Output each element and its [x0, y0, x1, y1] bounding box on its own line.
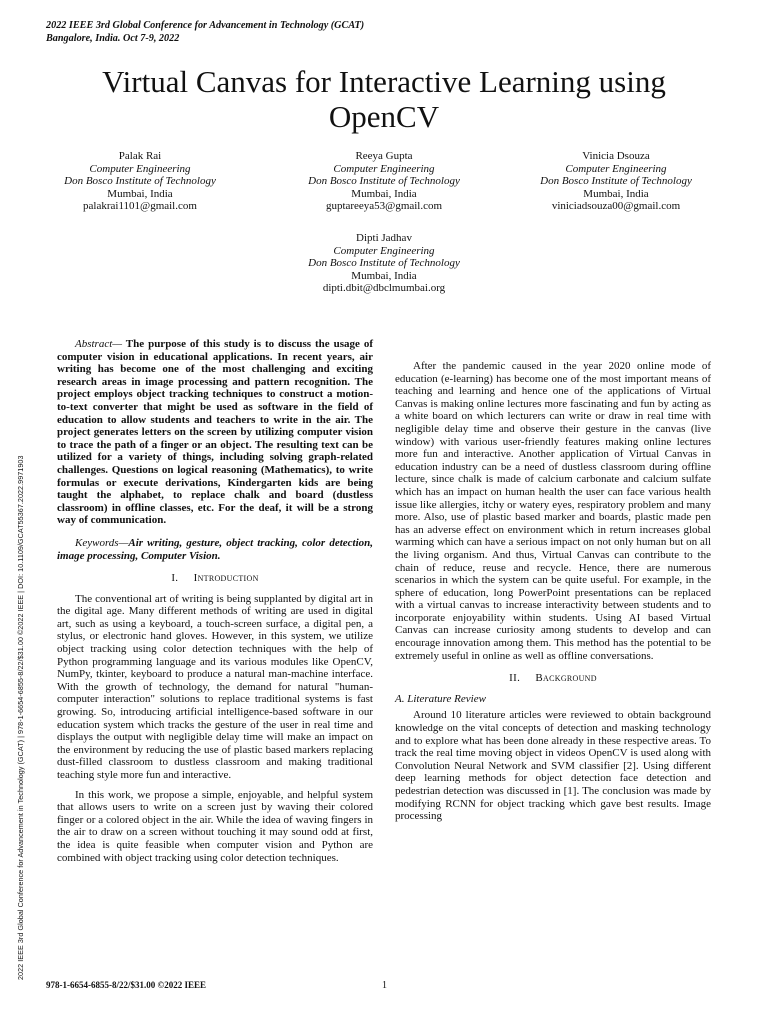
author-inst: Don Bosco Institute of Technology — [540, 175, 692, 188]
author-block-3 — [496, 150, 736, 213]
right-column — [395, 360, 711, 830]
intro-paragraph-3: After the pandemic caused in the year 2020 online mode of education (e-learning) has become one of the most important means of teaching and learning and hence one of the applications of Virtual Canvas is making online lectures more fascinating and fun by acting as a white board on which lecturers can write or draw in real time with negligible delay time and observe their gesture in the canvas (live window) with various user-friendly features making online lectures more fun and interactive. Another application of Virtual Canvas in education industry can be a need of dustless classroom during offline lecture, since chalk is made of calcium carbonate and calcium sulfate which has an impact on human health the user can face various health issue like allergies, itchy or watery eyes, respiratory problem and many more. Also, use of plastic based marker and boards, plastic made pen has an adverse effect on environment which in return increases global warming which can have a serious impact on not only human but on all the living organism. And thus, Virtual Canvas can contribute to the chain of reduce, reuse and recycle. Hence, there are numerous scenarios in which the system can be quite useful. For example, in the sphere of education, long PowerPoint presentations can be replaced with a virtual canvas to increase interactivity between students and to incorporate enjoyability within students. Using AI based Virtual Canvas can increase curiosity among students to develop and can encourage innovation among them. This method has the potential to be extremely useful in online as well as offline conversations. — [395, 360, 711, 662]
author-email: dipti.dbit@dbclmumbai.org — [322, 282, 446, 295]
author-email: viniciadsouza00@gmail.com — [551, 200, 681, 213]
author-dept: Computer Engineering — [333, 244, 435, 257]
conference-line-1: 2022 IEEE 3rd Global Conference for Advancement in Technology (GCAT) — [46, 20, 365, 31]
author-city: Mumbai, India — [351, 187, 417, 200]
author-city: Mumbai, India — [583, 187, 649, 200]
title-line-2: OpenCV — [328, 99, 440, 134]
section-number: I. — [171, 572, 179, 585]
intro-paragraph-2: In this work, we propose a simple, enjoyable, and helpful system that allows users to write on a screen just by waving their colored finger or a colored object in the air. While the idea of waving fingers in the air to draw on a screen without touching it may sound odd at first, the idea is quite feasible when computer vision and Python are combined with object tracking using color detection techniques. — [57, 788, 373, 864]
author-dept: Computer Engineering — [333, 162, 435, 175]
background-paragraph-1: Around 10 literature articles were reviewed to obtain background knowledge on the vital concepts of detection and masking technology and to explore what has been done already in these respective areas. To track the real time moving object in videos OpenCV is used along with Convolution Neural Network and SVM classifier [2]. Using different deep learning methods for object detection face detection and pedestrian detection was discussed in [1]. The conclusion was made by modifying RCNN for object tracking which gave best results. Image processing — [395, 709, 711, 823]
author-inst: Don Bosco Institute of Technology — [64, 175, 216, 188]
doi-sidebar: 2022 IEEE 3rd Global Conference for Advancement in Technology (GCAT) | 978-1-6654-6855-8/22/$31.00 ©2022 IEEE | DOI: 10.1109/GCAT55367.2022.9971903 — [16, 455, 25, 980]
keywords — [57, 537, 373, 562]
conference-line-2: Bangalore, India. Oct 7-9, 2022 — [46, 33, 180, 44]
keywords-label: Keywords— — [75, 536, 129, 549]
conference-header — [46, 19, 364, 45]
intro-paragraph-1: The conventional art of writing is being supplanted by digital art in the digital age. Many different methods of writing are used in digital art, such as using a keyboard, a touch-screen surface, a digital pen, a stylus, or electronic hand gloves. However, in this system, we utilize object tracking using color detection techniques with the help of Python programming language and its various modules like OpenCV, NumPy, tkinter, keyboard to produce a natural man-machine interface. With the growth of technology, the demand for natural "human-computer interaction" solutions to replace traditional systems is fast growing. So, introducing artificial intelligence-based software in our education system which tracks the gesture of the user in real time and displays the output with negligible delay time will make an impact on the environment by reducing the use of plastic based markers replacing dust-filled classroom to dustless classroom and making traditional teaching style more fun and interactive. — [57, 592, 373, 781]
author-block-2 — [264, 150, 504, 213]
section-title: Introduction — [193, 572, 259, 585]
section-heading-background — [395, 672, 711, 685]
author-city: Mumbai, India — [107, 187, 173, 200]
subsection-heading-literature-review: A. Literature Review — [395, 692, 486, 705]
left-column — [57, 338, 373, 871]
author-email: palakrai1101@gmail.com — [83, 200, 197, 213]
author-inst: Don Bosco Institute of Technology — [308, 175, 460, 188]
author-name: Reeya Gupta — [355, 150, 413, 162]
author-name: Vinicia Dsouza — [582, 150, 650, 162]
paper-title — [0, 64, 768, 134]
author-email: guptareeya53@gmail.com — [325, 200, 443, 213]
author-name: Palak Rai — [118, 150, 162, 162]
author-block-4 — [264, 232, 504, 295]
page-number: 1 — [382, 980, 387, 991]
section-heading-introduction — [57, 572, 373, 585]
author-block-1 — [20, 150, 260, 213]
section-number: II. — [509, 672, 521, 685]
author-name: Dipti Jadhav — [356, 232, 412, 244]
author-dept: Computer Engineering — [89, 162, 191, 175]
abstract-label: Abstract— — [75, 338, 123, 350]
keywords-text: Air writing, gesture, object tracking, color detection, image processing, Computer Vision. — [57, 536, 373, 562]
author-dept: Computer Engineering — [565, 162, 667, 175]
abstract-text: The purpose of this study is to discuss the usage of computer vision in educational applications. In recent years, air writing has become one of the most challenging and exciting research areas in image processing and pattern recognition. The project employs object tracking techniques to construct a motion-to-text converter that might be used as software in the field of education to allow students and teachers to write in the air. The project generates letters on the screen by utilizing computer vision to trace the path of a finger or an object. The resulting text can be utilized for a variety of things, including solving graph-related challenges. Questions on logical reasoning (Mathematics), to write formulas or execute derivations, Kindergarten kids are being taught the alphabet, to replace chalk and board (dustless classroom) in offline classes, etc. For the deaf, it will be a strong way of communication. — [57, 338, 373, 527]
author-inst: Don Bosco Institute of Technology — [308, 257, 460, 270]
author-city: Mumbai, India — [351, 269, 417, 282]
abstract — [57, 338, 373, 527]
footer-copyright: 978-1-6654-6855-8/22/$31.00 ©2022 IEEE — [46, 980, 206, 990]
title-line-1: Virtual Canvas for Interactive Learning using — [102, 64, 666, 99]
section-title: Background — [535, 672, 597, 685]
